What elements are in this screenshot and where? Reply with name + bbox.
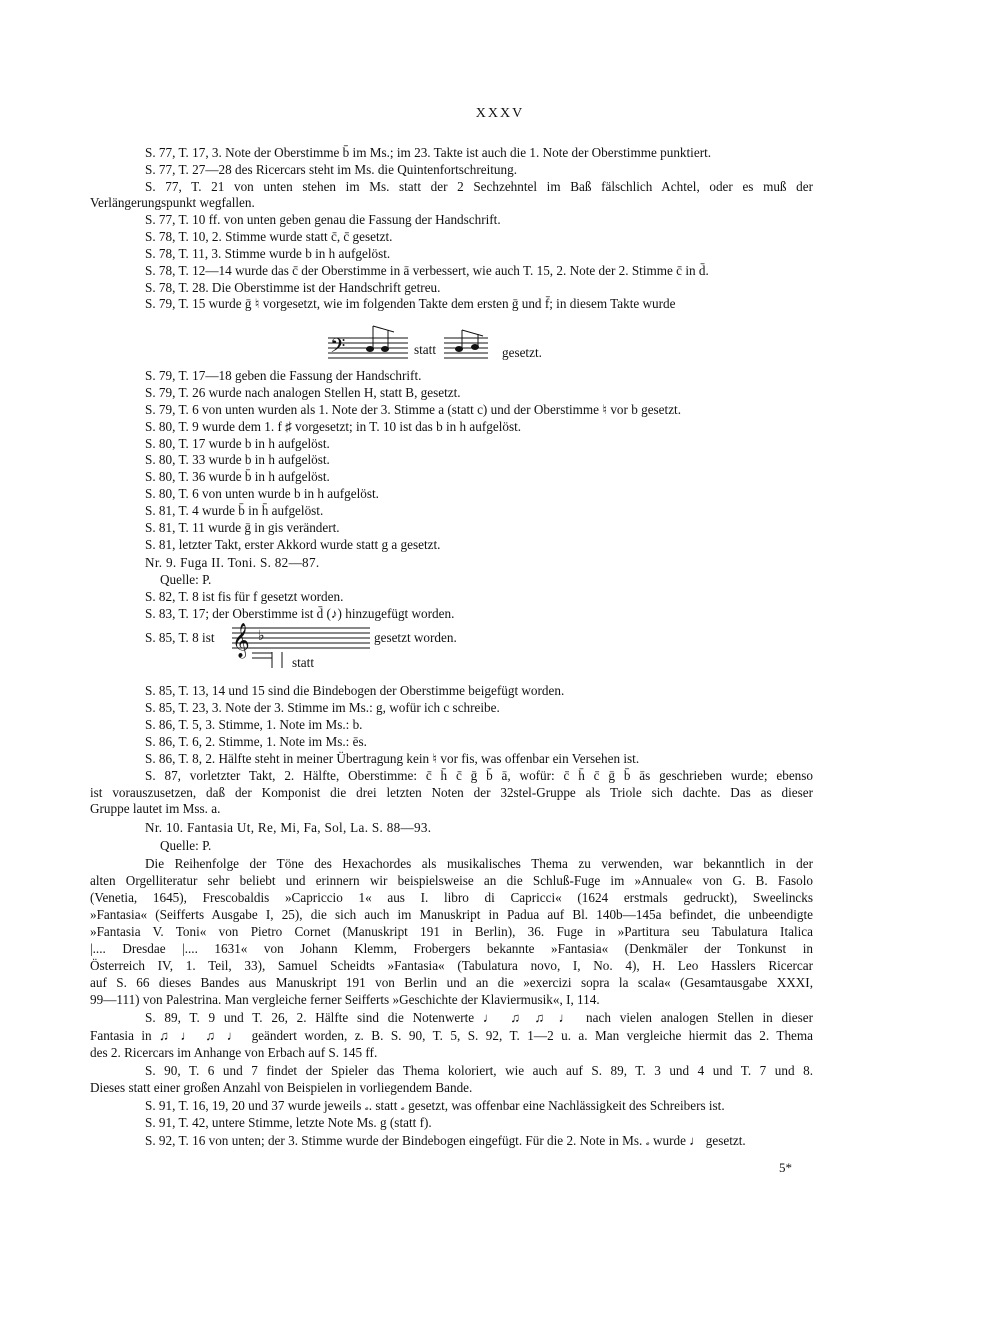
paragraph-line: |.... Dresdae |.... 1631« von Johann Klemm, Frobergers bekannte »Fantasia« (Denkmäler der Tonkunst in: [90, 941, 813, 956]
note-line: S. 77, T. 17, 3. Note der Oberstimme b̄ im Ms.; im 23. Takte ist auch die 1. Note der Oberstimme punktiert.: [145, 145, 712, 160]
note-line: S. 79, T. 17—18 geben die Fassung der Handschrift.: [145, 368, 422, 383]
note-line: ist vorauszusetzen, daß der Komponist die drei letzten Noten der 32stel-Gruppe als Triole sich dachte. Das as dieser: [90, 785, 813, 800]
paragraph-line: »Fantasia« (Seifferts Ausgabe I, 25), die sich auch im Manuskript in Padua auf Bl. 140b—145a befindet, die unbeendigte: [90, 907, 813, 922]
note-line: S. 86, T. 8, 2. Hälfte steht in meiner Übertragung kein ♮ vor fis, was offenbar ein Versehen ist.: [145, 751, 640, 766]
note-line: S. 80, T. 33 wurde b in h aufgelöst.: [145, 452, 330, 467]
source-line: Quelle: P.: [160, 838, 212, 853]
example-lead: S. 85, T. 8 ist: [145, 630, 215, 645]
note-line: Fantasia in ♫ ♩ ♫ ♩ geändert worden, z. B. S. 90, T. 5, S. 92, T. 1—2 u. a. Man vergleiche hiermit das 2. Thema: [90, 1028, 813, 1043]
note-line: S. 79, T. 6 von unten wurden als 1. Note der 3. Stimme a (statt c) und der Oberstimme ♮ vor b gesetzt.: [145, 402, 682, 417]
note-line: S. 89, T. 9 und T. 26, 2. Hälfte sind die Notenwerte ♩ ♫ ♫ ♩ nach vielen analogen Stellen in dieser: [145, 1010, 813, 1025]
paragraph-line: (Venetia, 1645), Frescobaldis »Capriccio 1« aus I. libro di Capricci« (1624 erstmals gedruckt), Sweelincks: [90, 890, 813, 905]
paragraph-line: »Fantasia V. Toni« von Pietro Cornet (Manuskript 191 in Berlin), 36. Fuge in »Partitura seu Tabulatura Italica: [90, 924, 813, 939]
note-line: S. 82, T. 8 ist fis für f gesetzt worden.: [145, 589, 344, 604]
example-statt: statt: [292, 655, 314, 670]
note-line: S. 80, T. 17 wurde b in h aufgelöst.: [145, 436, 330, 451]
source-line: Quelle: P.: [160, 572, 212, 587]
svg-text:𝄢: 𝄢: [330, 334, 346, 362]
page-header: XXXV: [475, 106, 525, 121]
example-tail: gesetzt worden.: [374, 630, 457, 645]
paragraph-line: Österreich IV, 1. Teil, 33), Samuel Scheidts »Fantasia« (Tabulatura novo, I, No. 4), H. Leo Hasslers Ricercar: [90, 958, 813, 973]
note-line: S. 81, T. 11 wurde ḡ in gis verändert.: [145, 520, 340, 535]
paragraph-line: alten Orgelliteratur sehr beliebt und erinnern wir beispielsweise an die Schluß-Fuge im »Annuale« von G. B. Fasolo: [90, 873, 813, 888]
note-line: S. 77, T. 27—28 des Ricercars steht im Ms. die Quintenfortschreitung.: [145, 162, 517, 177]
note-line: Verlängerungspunkt wegfallen.: [90, 195, 255, 210]
paragraph-line: 99—111) von Palestrina. Man vergleiche ferner Seifferts »Geschichte der Klaviermusik«, I, 114.: [90, 992, 600, 1007]
note-line: S. 78, T. 12—14 wurde das c̄ der Oberstimme in ā verbessert, wie auch T. 15, 2. Note der 2. Stimme c̄ in d̄.: [145, 263, 709, 278]
section-heading: Nr. 9. Fuga II. Toni. S. 82—87.: [145, 555, 320, 570]
note-line: S. 77, T. 10 ff. von unten geben genau die Fassung der Handschrift.: [145, 212, 501, 227]
note-line: S. 80, T. 6 von unten wurde b in h aufgelöst.: [145, 486, 379, 501]
paragraph-line: Die Reihenfolge der Töne des Hexachordes als musikalisches Thema zu verwenden, war bekanntlich in der: [145, 856, 813, 871]
note-line: S. 90, T. 6 und 7 findet der Spieler das Thema koloriert, wie auch auf S. 89, T. 3 und 4 und T. 7 und 8.: [145, 1063, 813, 1078]
note-line: S. 78, T. 10, 2. Stimme wurde statt c̄, c̄ gesetzt.: [145, 229, 393, 244]
note-line: S. 79, T. 26 wurde nach analogen Stellen H, statt B, gesetzt.: [145, 385, 461, 400]
note-line: Gruppe lautet im Mss. a.: [90, 801, 221, 816]
example-statt: statt: [414, 342, 436, 357]
section-heading: Nr. 10. Fantasia Ut, Re, Mi, Fa, Sol, La. S. 88—93.: [145, 820, 432, 835]
note-line: S. 91, T. 42, untere Stimme, letzte Note Ms. g (statt f).: [145, 1115, 432, 1130]
note-line: S. 78, T. 11, 3. Stimme wurde b in h aufgelöst.: [145, 246, 391, 261]
note-line: S. 92, T. 16 von unten; der 3. Stimme wurde der Bindebogen eingefügt. Für die 2. Note in Ms. 𝅗 wurde ♩ gesetzt.: [145, 1133, 746, 1148]
note-line: S. 87, vorletzter Takt, 2. Hälfte, Oberstimme: c̄ h̄ c̄ ḡ b̄ ā, wofür: c̄ h̄ c̄ ḡ b̄ ās geschrieben wurde; ebenso: [145, 768, 813, 783]
page-footer: 5*: [779, 1160, 792, 1175]
note-line: S. 83, T. 17; der Oberstimme ist d̄ (♪) hinzugefügt worden.: [145, 606, 455, 621]
svg-text:𝄞: 𝄞: [232, 623, 250, 658]
note-line: S. 91, T. 16, 19, 20 und 37 wurde jeweils 𝅗. statt 𝅗 gesetzt, was offenbar eine Nachlässigkeit des Schreibers ist.: [145, 1098, 725, 1113]
example-tail: gesetzt.: [502, 345, 542, 360]
svg-text:♭: ♭: [258, 628, 265, 644]
paragraph-line: auf S. 66 dieses Bandes aus Manuskript 191 von Berlin und an die »exercizi sopra la scala« (Gesamtausgabe XXXI,: [90, 975, 813, 990]
note-line: S. 80, T. 9 wurde dem 1. f ♯ vorgesetzt; in T. 10 ist das b in h aufgelöst.: [145, 419, 522, 434]
note-line: S. 79, T. 15 wurde ḡ ♮ vorgesetzt, wie im folgenden Takte dem ersten ḡ und f̄; in diesem Takte wurde: [145, 296, 676, 311]
note-line: S. 78, T. 28. Die Oberstimme ist der Handschrift getreu.: [145, 280, 441, 295]
note-line: S. 85, T. 23, 3. Note der 3. Stimme im Ms.: g, wofür ich c schreibe.: [145, 700, 500, 715]
note-line: S. 81, letzter Takt, erster Akkord wurde statt g a gesetzt.: [145, 537, 441, 552]
note-line: S. 86, T. 5, 3. Stimme, 1. Note im Ms.: b.: [145, 717, 363, 732]
note-line: des 2. Ricercars im Anhange von Erbach auf S. 145 ff.: [90, 1045, 378, 1060]
note-line: S. 85, T. 13, 14 und 15 sind die Bindebogen der Oberstimme beigefügt worden.: [145, 683, 565, 698]
note-line: S. 77, T. 21 von unten stehen im Ms. statt der 2 Sechzehntel im Baß fälschlich Achtel, oder es muß der: [145, 179, 813, 194]
music-example-bass-clef: [328, 318, 558, 370]
note-line: Dieses statt einer großen Anzahl von Beispielen in vorliegendem Bande.: [90, 1080, 473, 1095]
note-line: S. 80, T. 36 wurde b̄ in h aufgelöst.: [145, 469, 330, 484]
note-line: S. 81, T. 4 wurde b̄ in h̄ aufgelöst.: [145, 503, 324, 518]
note-line: S. 86, T. 6, 2. Stimme, 1. Note im Ms.: ēs.: [145, 734, 367, 749]
